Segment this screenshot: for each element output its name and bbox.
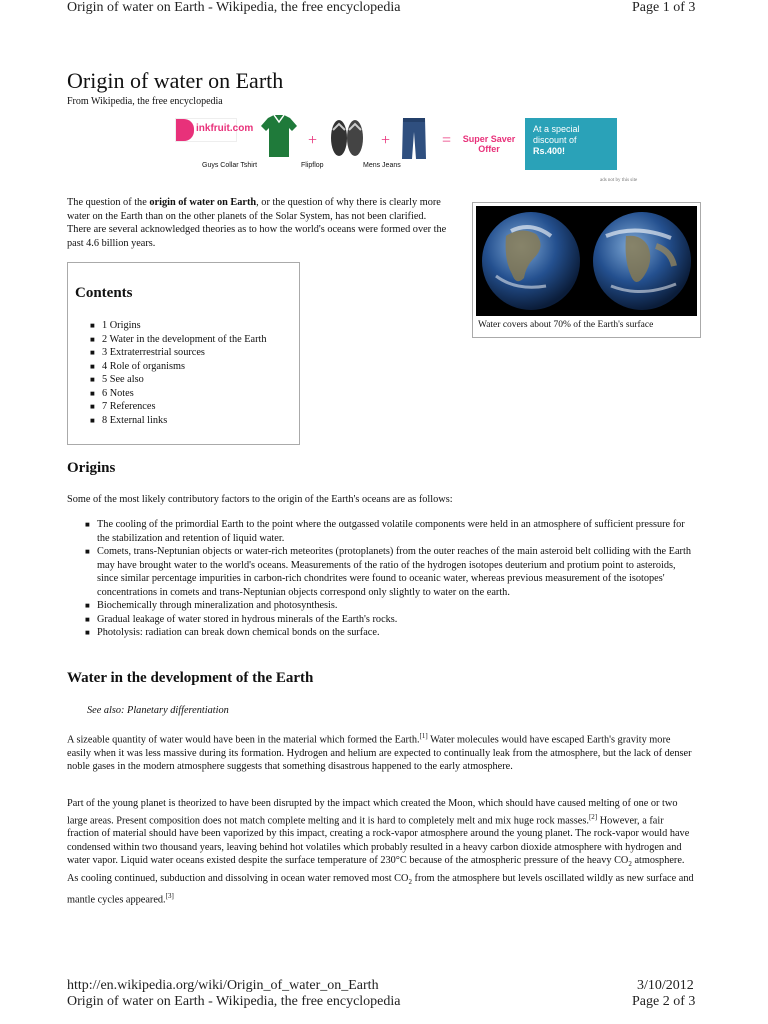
reference-1[interactable]: [1] (419, 732, 428, 740)
ad-item-tshirt: Guys Collar Tshirt (202, 162, 258, 169)
ad-item-flipflop: Flipflop (301, 162, 324, 169)
toc-item-development[interactable]: ■ 2 Water in the development of the Earth (90, 333, 267, 347)
toc-item-see-also[interactable]: ■ 5 See also (90, 373, 267, 387)
jeans-image (401, 116, 427, 160)
ad-equals: = (442, 132, 452, 149)
toc-item-references[interactable]: ■ 7 References (90, 400, 267, 414)
flipflop-image (327, 118, 367, 158)
intro-bold-term: origin of water on Earth (149, 197, 257, 208)
ad-brand-logo (175, 118, 254, 142)
ad-promo-box[interactable] (525, 118, 617, 170)
intro-paragraph: The question of the origin of water on Earth, or the question of why there is clearly more water on the Earth than on the other planets of the Solar System, has not been clarified. There are several acknowledged theories as to how the world's oceans were formed over the past 4.6 billion years. (67, 197, 447, 249)
origins-bullet-photolysis: ■ Photolysis: radiation can break down chemical bonds on the surface. (85, 626, 697, 640)
print-footer-url[interactable]: http://en.wikipedia.org/wiki/Origin_of_water_on_Earth (67, 978, 379, 993)
earth-figure (472, 202, 701, 338)
brand-mark-icon (176, 119, 194, 141)
toc-box (67, 262, 300, 445)
development-paragraph-1: A sizeable quantity of water would have been in the material which formed the Earth.[1] Water molecules would have escaped Earth's gravity more easily when it was less massive during its formation. Hydrogen and helium are expected to continually leak from the atmosphere, but the lack of denser noble gases in the modern atmosphere suggests that something disastrous happened to the early atmosphere. (67, 732, 692, 773)
ad-offer-line2: Offer (478, 144, 500, 154)
print-footer-title: Origin of water on Earth - Wikipedia, the free encyclopedia (67, 994, 401, 1009)
tshirt-image (260, 114, 298, 158)
earth-image (476, 206, 697, 316)
ad-attribution: ads not by this site (600, 178, 638, 183)
origins-heading: Origins (67, 460, 116, 476)
print-footer-date: 3/10/2012 (637, 978, 694, 993)
origins-bullet-comets: ■ Comets, trans-Neptunian objects or water-rich meteorites (protoplanets) from the outer reaches of the main asteroid belt colliding with the Earth may have brought water to the world's oceans. Measurements of the ratio of the hydrogen isotopes deuterium and protium point to asteroids, since similar percentage impurities in carbon-rich chondrites were found to oceanic water, whereas previous measurement of the isotopes' concentrations in comets and trans-Neptunian objects correspond only slightly to water on the earth. (85, 545, 697, 599)
figure-caption: Water covers about 70% of the Earth's surface (478, 320, 654, 330)
article-tagline: From Wikipedia, the free encyclopedia (67, 96, 223, 107)
toc-item-origins[interactable]: ■ 1 Origins (90, 319, 267, 333)
toc-heading: Contents (75, 285, 133, 301)
article-title: Origin of water on Earth (67, 68, 284, 93)
print-header-title: Origin of water on Earth - Wikipedia, the free encyclopedia (67, 0, 401, 15)
ad-promo-line3: Rs.400! (533, 146, 566, 156)
ad-banner[interactable] (175, 112, 645, 177)
development-see-also[interactable]: See also: Planetary differentiation (87, 705, 229, 716)
ad-promo-line2: discount of (533, 135, 577, 145)
ad-promo-line1: At a special (533, 124, 580, 134)
development-heading: Water in the development of the Earth (67, 670, 314, 686)
ad-brand-text: inkfruit.com (196, 123, 254, 134)
toc-item-external-links[interactable]: ■ 8 External links (90, 414, 267, 428)
origins-bullet-cooling: ■ The cooling of the primordial Earth to the point where the outgassed volatile components were held in an atmosphere of sufficient pressure for the stabilization and retention of liquid water. (85, 518, 697, 545)
toc-item-extraterrestrial[interactable]: ■ 3 Extraterrestrial sources (90, 346, 267, 360)
print-footer-page: Page 2 of 3 (632, 994, 696, 1009)
reference-3[interactable]: [3] (165, 891, 174, 900)
ad-offer (456, 134, 522, 154)
origins-list (85, 518, 697, 640)
toc-item-organisms[interactable]: ■ 4 Role of organisms (90, 360, 267, 374)
toc-item-notes[interactable]: ■ 6 Notes (90, 387, 267, 401)
reference-2[interactable]: [2] (588, 812, 598, 821)
origins-bullet-leakage: ■ Gradual leakage of water stored in hydrous minerals of the Earth's rocks. (85, 613, 697, 627)
print-header-page: Page 1 of 3 (632, 0, 696, 15)
toc-list (90, 319, 267, 427)
ad-plus-1: + (308, 132, 318, 149)
ad-item-jeans: Mens Jeans (363, 162, 401, 169)
origins-bullet-biochemical: ■ Biochemically through mineralization and photosynthesis. (85, 599, 697, 613)
development-paragraph-2: Part of the young planet is theorized to have been disrupted by the impact which created the Moon, which should have caused melting of one or two large areas. Present composition does not match complete melting and it is hard to completely melt and mix huge rock masses.[2] However, a fair fraction of material should have been vaporized by this impact, creating a rock-vapor atmosphere around the young planet. The rock-vapor would have condensed within two thousand years, leaving behind hot volatiles which probably resulted in a heavy carbon dioxide atmosphere with hydrogen and water vapor. Liquid water oceans existed despite the surface temperature of 230°C because of the atmospheric pressure of the heavy $CO_2$ atmosphere. As cooling continued, subduction and dissolving in ocean water removed most $CO_2$ from the atmosphere but levels oscillated wildly as new surface and mantle cycles appeared.[3] (67, 798, 694, 905)
ad-plus-2: + (381, 132, 391, 149)
ad-offer-line1: Super Saver (462, 134, 516, 144)
origins-lead: Some of the most likely contributory factors to the origin of the Earth's oceans are as follows: (67, 494, 453, 505)
